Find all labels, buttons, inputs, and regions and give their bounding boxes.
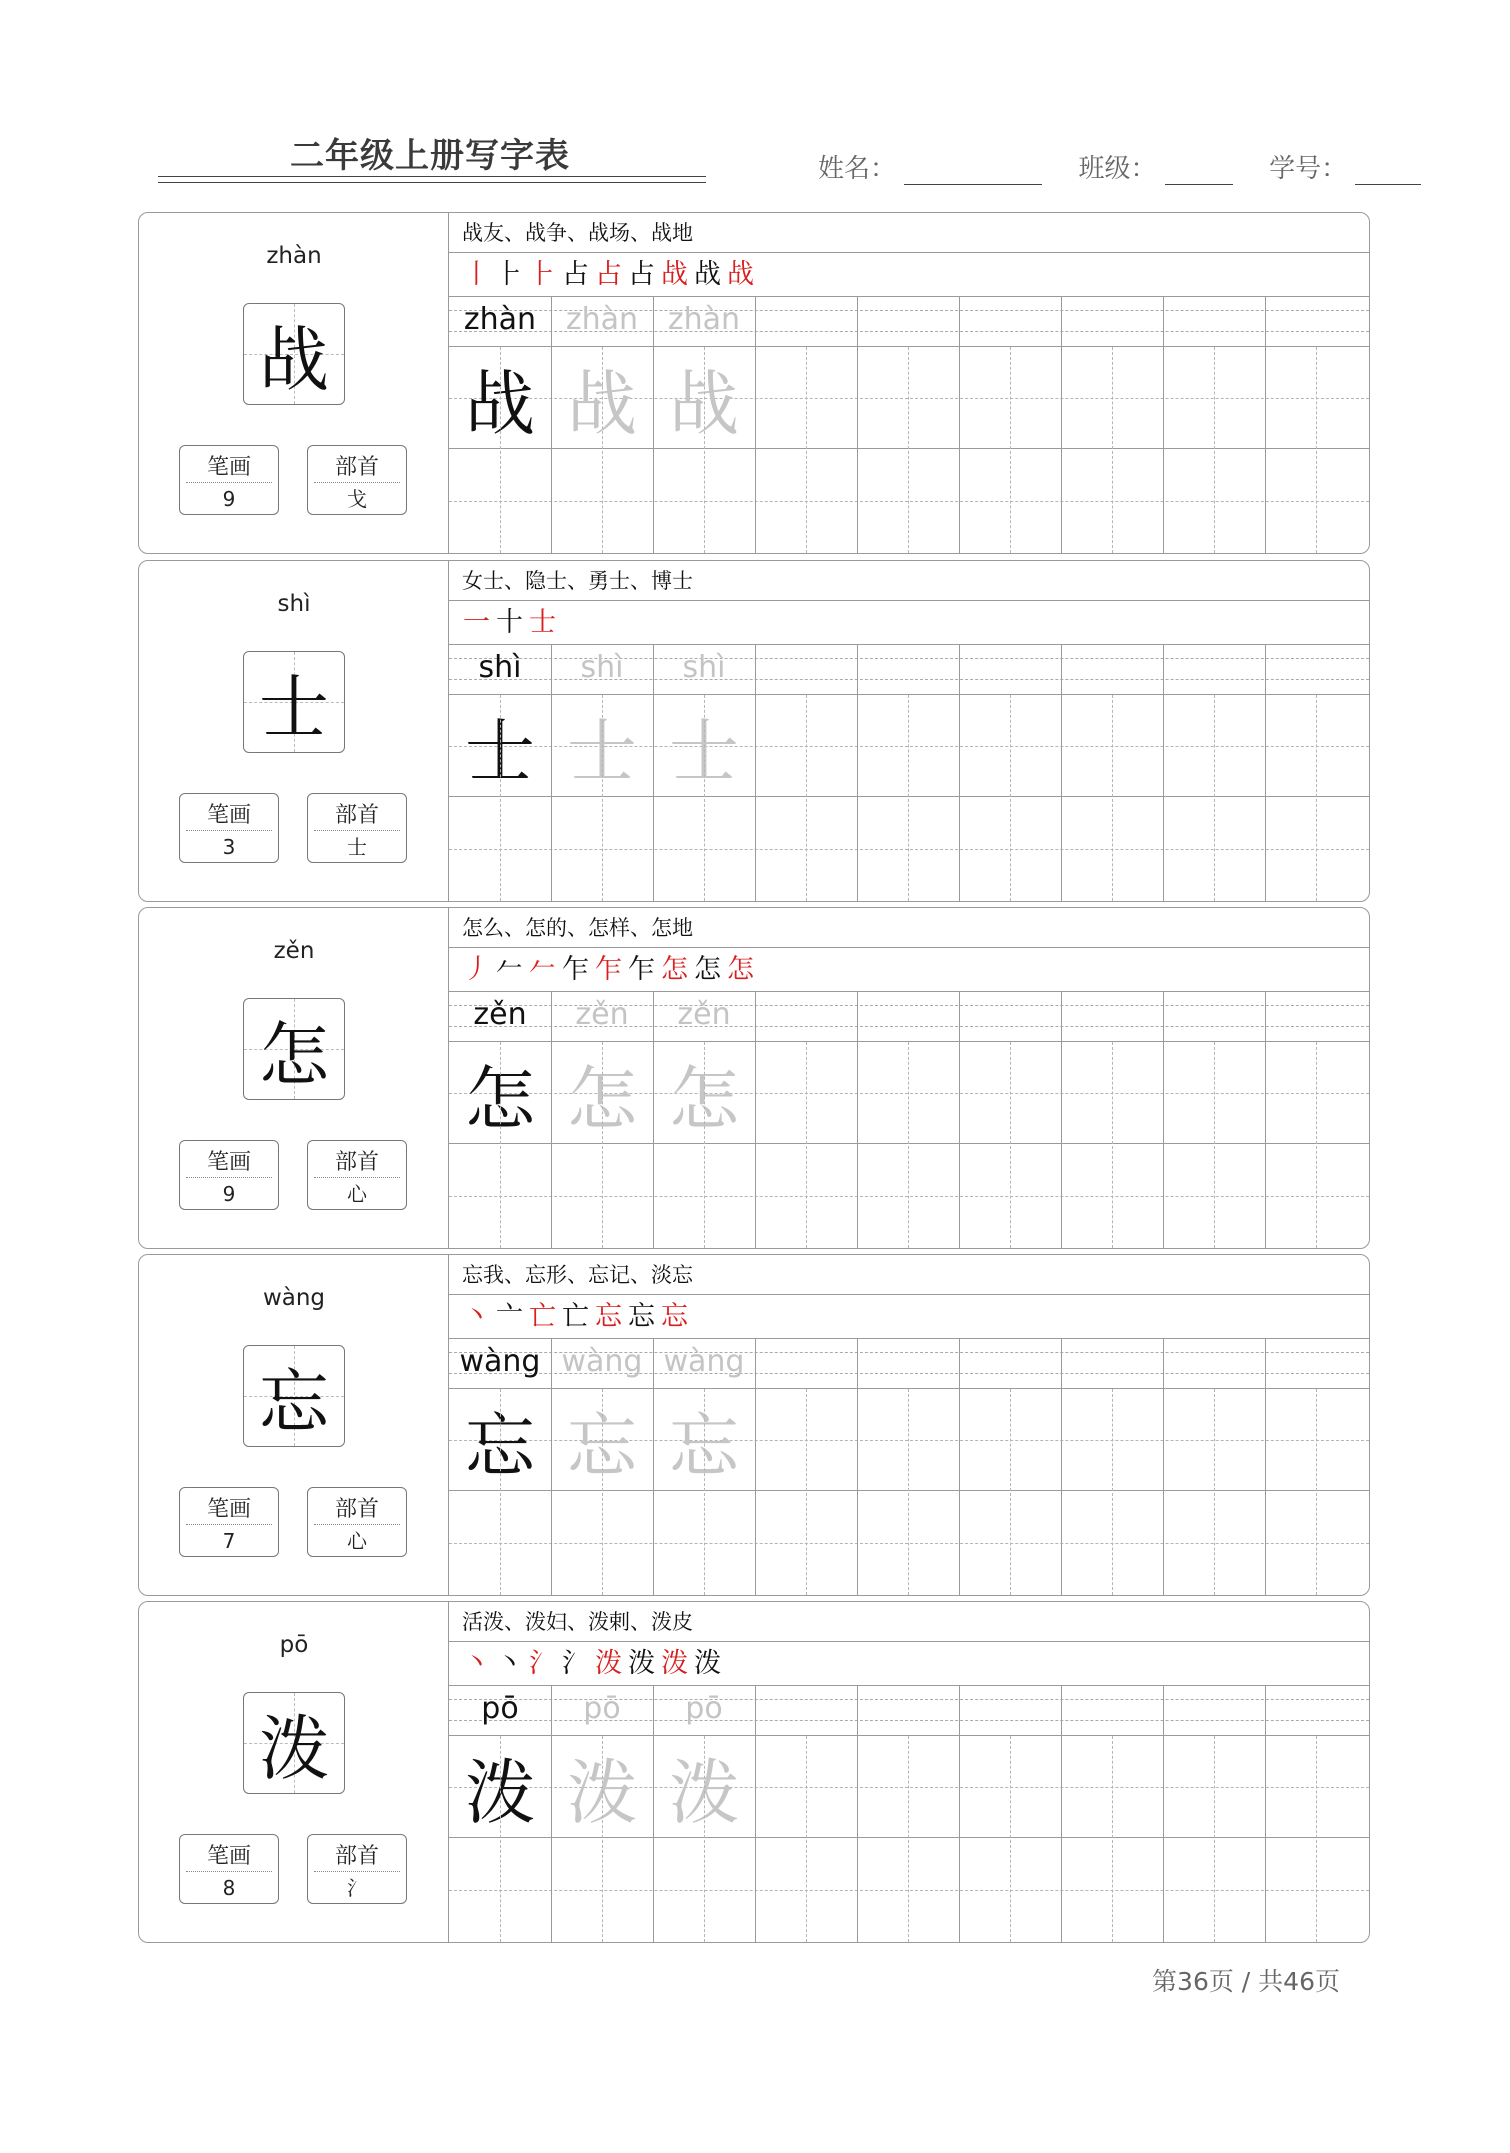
pinyin-practice-cell: shì [682, 650, 726, 685]
stroke-step: 泼 [595, 1648, 628, 1679]
character-box [243, 303, 345, 405]
stroke-step: ⺊ [496, 259, 529, 290]
character-practice-row [449, 347, 1369, 449]
stroke-step: 泼 [694, 1648, 727, 1679]
pinyin-practice-row [449, 1686, 1369, 1736]
character: 忘 [259, 1360, 329, 1443]
radical-label: 部首 [334, 455, 379, 480]
character-practice-cell: 战 [465, 362, 535, 445]
stroke-step: 亡 [562, 1301, 595, 1332]
grid-line [1061, 1686, 1062, 1942]
pinyin-practice-cell: zěn [473, 997, 527, 1032]
grid-guide [1010, 347, 1011, 553]
character-box [243, 1692, 345, 1794]
grid-guide [1316, 1389, 1317, 1595]
stroke-step: 怎 [661, 954, 694, 985]
grid-line [857, 297, 858, 553]
grid-line [653, 1686, 654, 1942]
stroke-step: 乍 [562, 954, 595, 985]
grid-guide [908, 1042, 909, 1248]
grid-guide [704, 347, 705, 553]
grid-line [1265, 992, 1266, 1248]
character-practice-cell: 忘 [567, 1404, 637, 1487]
grid-guide [1316, 1042, 1317, 1248]
name-blank[interactable] [904, 156, 1042, 185]
pinyin-practice-cell: zhàn [463, 302, 537, 337]
character: 士 [259, 666, 329, 749]
grid-guide [806, 347, 807, 553]
grid-guide [1112, 1736, 1113, 1942]
pinyin-practice-row [449, 992, 1369, 1042]
stroke-step: 占 [628, 259, 661, 290]
stroke-count-box [179, 793, 279, 863]
grid-line [653, 992, 654, 1248]
number-label: 学号： [1269, 154, 1348, 184]
grid-guide [602, 1042, 603, 1248]
character-practice-cell: 泼 [465, 1751, 535, 1834]
grid-guide [1112, 695, 1113, 901]
stroke-step: 怎 [694, 954, 727, 985]
grid-line [857, 992, 858, 1248]
pinyin-practice-cell: zěn [575, 997, 629, 1032]
stroke-step: 战 [727, 259, 760, 290]
stroke-step: 忘 [661, 1301, 694, 1332]
grid-line [1061, 297, 1062, 553]
character: 怎 [259, 1013, 329, 1096]
grid-guide [704, 1389, 705, 1595]
grid-line [653, 645, 654, 901]
stroke-step: 士 [529, 607, 562, 638]
grid-guide [1112, 347, 1113, 553]
character-practice-row [449, 695, 1369, 797]
radical-box [307, 1487, 407, 1557]
pinyin-practice-cell: pō [481, 1691, 519, 1726]
grid-guide [704, 1736, 705, 1942]
pinyin: zěn [273, 938, 315, 964]
grid-guide [806, 1389, 807, 1595]
stroke-step: 亠 [496, 1301, 529, 1332]
radical-value: 戈 [347, 487, 367, 511]
grid-line [653, 297, 654, 553]
grid-line [857, 645, 858, 901]
grid-line [653, 1339, 654, 1595]
grid-line [755, 297, 756, 553]
grid-line [551, 645, 552, 901]
character-summary [139, 1602, 449, 1942]
stroke-count-label: 笔画 [206, 1150, 251, 1175]
grid-line [755, 645, 756, 901]
radical-value: 心 [347, 1529, 367, 1553]
blank-practice-row[interactable] [449, 1144, 1369, 1248]
character-summary [139, 1255, 449, 1595]
grid-line [551, 992, 552, 1248]
grid-guide [500, 347, 501, 553]
stroke-order [449, 1642, 1369, 1686]
grid-line [1163, 992, 1164, 1248]
grid-guide [500, 1389, 501, 1595]
pinyin-practice-cell: shì [580, 650, 624, 685]
stroke-count-label: 笔画 [206, 1497, 251, 1522]
title-underline-2 [158, 182, 706, 183]
radical-value: 士 [347, 835, 367, 859]
grid-line [959, 1339, 960, 1595]
stroke-step: 亡 [529, 1301, 562, 1332]
pinyin-practice-row [449, 1339, 1369, 1389]
grid-guide [1112, 1389, 1113, 1595]
pinyin: pō [279, 1632, 309, 1658]
grid-line [1061, 1339, 1062, 1595]
blank-practice-row[interactable] [449, 1491, 1369, 1595]
character-practice-cell: 士 [669, 710, 739, 793]
pinyin-practice-cell: zhàn [667, 302, 741, 337]
grid-guide [1316, 1736, 1317, 1942]
grid-line [755, 992, 756, 1248]
pinyin-practice-cell: zhàn [565, 302, 639, 337]
stroke-count-box [179, 445, 279, 515]
radical-label: 部首 [334, 1844, 379, 1869]
grid-line [1163, 297, 1164, 553]
doc-title: 二年级上册写字表 [290, 136, 570, 176]
stroke-step: 丿 [463, 954, 496, 985]
stroke-order [449, 601, 1369, 645]
character-card [138, 560, 1370, 902]
class-blank[interactable] [1165, 156, 1233, 185]
character-box [243, 998, 345, 1100]
practice-grid [449, 1686, 1369, 1942]
grid-guide [500, 1042, 501, 1248]
character-summary [139, 213, 449, 553]
stroke-count-value: 8 [222, 1876, 236, 1900]
stroke-step: 氵 [529, 1648, 562, 1679]
grid-line [959, 297, 960, 553]
grid-guide [704, 695, 705, 901]
character-summary [139, 908, 449, 1248]
radical-value: 氵 [347, 1876, 367, 1900]
grid-line [959, 1686, 960, 1942]
character-practice-row [449, 1042, 1369, 1144]
pinyin-practice-cell: pō [685, 1691, 723, 1726]
stroke-step: 𠂉 [496, 954, 529, 985]
grid-guide [500, 1736, 501, 1942]
grid-line [1061, 992, 1062, 1248]
character-card [138, 212, 1370, 554]
example-words: 战友、战争、战场、战地 [449, 213, 1369, 253]
character-card [138, 907, 1370, 1249]
example-words: 忘我、忘形、忘记、淡忘 [449, 1255, 1369, 1295]
stroke-step: 忘 [595, 1301, 628, 1332]
example-words: 怎么、怎的、怎样、怎地 [449, 908, 1369, 948]
stroke-order [449, 948, 1369, 992]
character-box [243, 1345, 345, 1447]
pinyin-practice-cell: wàng [561, 1344, 643, 1379]
grid-guide [602, 1736, 603, 1942]
pinyin-practice-cell: wàng [663, 1344, 745, 1379]
grid-line [1163, 1686, 1164, 1942]
character-card [138, 1254, 1370, 1596]
grid-line [857, 1339, 858, 1595]
grid-line [1265, 1339, 1266, 1595]
character-practice-row [449, 1389, 1369, 1491]
grid-line [551, 1686, 552, 1942]
class-label: 班级： [1078, 154, 1157, 184]
character-practice-cell: 士 [567, 710, 637, 793]
character-summary [139, 561, 449, 901]
character-box [243, 651, 345, 753]
grid-guide [1112, 1042, 1113, 1248]
stroke-count-label: 笔画 [206, 1844, 251, 1869]
grid-guide [1010, 695, 1011, 901]
stroke-count-box [179, 1487, 279, 1557]
character-practice-cell: 忘 [669, 1404, 739, 1487]
stroke-count-label: 笔画 [206, 455, 251, 480]
character-practice-cell: 战 [669, 362, 739, 445]
character-practice-cell: 怎 [465, 1057, 535, 1140]
grid-guide [704, 1042, 705, 1248]
stroke-step: 泼 [661, 1648, 694, 1679]
character-practice-cell: 忘 [465, 1404, 535, 1487]
pinyin-practice-cell: pō [583, 1691, 621, 1726]
grid-line [1163, 1339, 1164, 1595]
grid-guide [908, 1736, 909, 1942]
character: 泼 [259, 1707, 329, 1790]
stroke-step: 战 [694, 259, 727, 290]
example-words: 女士、隐士、勇士、博士 [449, 561, 1369, 601]
grid-guide [1316, 695, 1317, 901]
stroke-step: 战 [661, 259, 694, 290]
stroke-count-value: 3 [222, 835, 236, 859]
grid-guide [908, 695, 909, 901]
radical-box [307, 1834, 407, 1904]
grid-line [551, 297, 552, 553]
stroke-step: 占 [562, 259, 595, 290]
stroke-step: 丶 [463, 1301, 496, 1332]
character-practice-cell: 怎 [669, 1057, 739, 1140]
stroke-count-label: 笔画 [206, 803, 251, 828]
character-practice-row [449, 1736, 1369, 1838]
practice-grid [449, 1339, 1369, 1595]
stroke-count-box [179, 1834, 279, 1904]
grid-guide [1214, 695, 1215, 901]
pinyin: zhàn [266, 243, 322, 269]
grid-guide [1214, 1389, 1215, 1595]
stroke-step: 丶 [463, 1648, 496, 1679]
pinyin-practice-row [449, 645, 1369, 695]
number-blank[interactable] [1355, 156, 1421, 185]
stroke-step: 泼 [628, 1648, 661, 1679]
grid-line [959, 645, 960, 901]
grid-guide [806, 695, 807, 901]
pinyin-practice-cell: zěn [677, 997, 731, 1032]
grid-guide [1214, 1042, 1215, 1248]
pinyin: wàng [262, 1285, 326, 1311]
grid-guide [1214, 347, 1215, 553]
stroke-order [449, 1295, 1369, 1339]
radical-box [307, 445, 407, 515]
title-underline [158, 176, 706, 177]
character-practice-cell: 泼 [567, 1751, 637, 1834]
grid-guide [806, 1042, 807, 1248]
character-card [138, 1601, 1370, 1943]
name-label: 姓名： [818, 154, 897, 184]
stroke-count-value: 7 [222, 1529, 236, 1553]
radical-value: 心 [347, 1182, 367, 1206]
character: 战 [259, 318, 329, 401]
grid-line [551, 1339, 552, 1595]
grid-guide [908, 1389, 909, 1595]
blank-practice-row[interactable] [449, 449, 1369, 553]
stroke-step: 丶 [496, 1648, 529, 1679]
pinyin-practice-cell: shì [478, 650, 522, 685]
grid-line [1163, 645, 1164, 901]
grid-line [1061, 645, 1062, 901]
stroke-step: 乍 [628, 954, 661, 985]
blank-practice-row[interactable] [449, 1838, 1369, 1942]
stroke-step: 乍 [595, 954, 628, 985]
stroke-step: 占 [595, 259, 628, 290]
stroke-step: 丨 [463, 259, 496, 290]
grid-guide [1010, 1042, 1011, 1248]
stroke-step: 一 [463, 607, 496, 638]
stroke-step: 𠂉 [529, 954, 562, 985]
grid-guide [806, 1736, 807, 1942]
grid-guide [908, 347, 909, 553]
stroke-order [449, 253, 1369, 297]
grid-line [755, 1339, 756, 1595]
pinyin-practice-cell: wàng [459, 1344, 541, 1379]
grid-guide [1010, 1389, 1011, 1595]
radical-label: 部首 [334, 1497, 379, 1522]
grid-line [755, 1686, 756, 1942]
radical-label: 部首 [334, 803, 379, 828]
pinyin: shì [277, 591, 311, 617]
radical-box [307, 1140, 407, 1210]
pinyin-practice-row [449, 297, 1369, 347]
grid-guide [1010, 1736, 1011, 1942]
stroke-step: 十 [496, 607, 529, 638]
radical-box [307, 793, 407, 863]
example-words: 活泼、泼妇、泼剌、泼皮 [449, 1602, 1369, 1642]
blank-practice-row[interactable] [449, 797, 1369, 901]
stroke-step: ⺊ [529, 259, 562, 290]
character-practice-cell: 战 [567, 362, 637, 445]
character-practice-cell: 士 [465, 710, 535, 793]
page-number: 第36页 / 共46页 [1152, 1967, 1340, 1996]
character-practice-cell: 怎 [567, 1057, 637, 1140]
stroke-count-value: 9 [222, 487, 236, 511]
practice-grid [449, 645, 1369, 901]
grid-guide [500, 695, 501, 901]
grid-guide [602, 695, 603, 901]
grid-guide [1316, 347, 1317, 553]
grid-guide [602, 1389, 603, 1595]
practice-grid [449, 297, 1369, 553]
grid-guide [1214, 1736, 1215, 1942]
grid-line [1265, 645, 1266, 901]
character-practice-cell: 泼 [669, 1751, 739, 1834]
practice-grid [449, 992, 1369, 1248]
radical-label: 部首 [334, 1150, 379, 1175]
stroke-count-box [179, 1140, 279, 1210]
grid-line [959, 992, 960, 1248]
grid-line [1265, 297, 1266, 553]
stroke-step: 怎 [727, 954, 760, 985]
grid-line [857, 1686, 858, 1942]
stroke-step: 氵 [562, 1648, 595, 1679]
stroke-count-value: 9 [222, 1182, 236, 1206]
grid-line [1265, 1686, 1266, 1942]
student-fields [818, 148, 1421, 185]
stroke-step: 忘 [628, 1301, 661, 1332]
grid-guide [602, 347, 603, 553]
